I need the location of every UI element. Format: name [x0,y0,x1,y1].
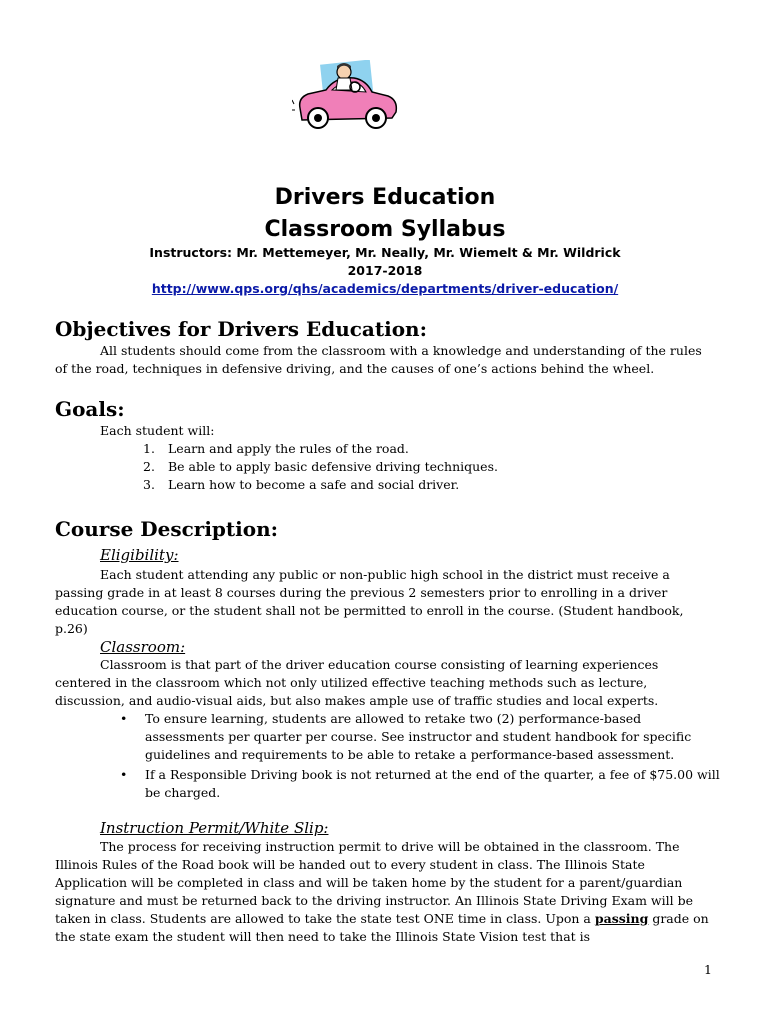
course-description-heading: Course Description: [55,517,279,541]
classroom-text [55,656,715,710]
objectives-heading: Objectives for Drivers Education: [55,317,427,341]
permit-text-part1: The process for receiving instruction permit to drive will be obtained in the classroom. The Illinois Rules of the Road book will be handed out to every student in class. The Illinois State Application will be completed in class and will be taken home by the student for a parent/guardian signature and must be returned back to the driving instructor. An Illinois State Driving Exam will be taken in class. Students are allowed to take the state test ONE time in class. Upon a [55,839,693,926]
document-subtitle: Classroom Syllabus [264,217,506,242]
school-year: 2017-2018 [347,263,423,278]
instructors-line: Instructors: Mr. Mettemeyer, Mr. Neally, Mr. Wiemelt & Mr. Wildrick [149,245,621,260]
goals-heading: Goals: [55,397,125,421]
goal-item: Learn and apply the rules of the road. [168,441,409,456]
classroom-text-body: Classroom is that part of the driver education course consisting of learning experiences centered in the classroom which not only utilized effective teaching methods such as lecture, discussion, and audio-visual aids, but also makes ample use of traffic studies and local experts. [55,657,659,708]
objectives-text [55,342,715,378]
instruction-permit-text [55,838,715,946]
goal-number: 3. [143,477,155,492]
classroom-bullet: To ensure learning, students are allowed to retake two (2) performance-based assessments per quarter per course. See instructor and student handbook for specific guidelines and requirements to be able to retake a performance-based assessment. [145,711,692,762]
goal-item: Learn how to become a safe and social driver. [168,477,460,492]
classroom-heading: Classroom: [100,638,186,656]
goals-intro: Each student will: [100,423,215,438]
passing-emphasis: passing [594,911,649,926]
eligibility-heading: Eligibility: [100,546,179,564]
permit-text-part2: grade on the state exam the student will then need to take the Illinois State Vision test that is [55,911,709,944]
classroom-bullet: If a Responsible Driving book is not returned at the end of the quarter, a fee of $75.00 will be charged. [145,767,720,800]
eligibility-text [55,566,715,638]
eligibility-text-body: Each student attending any public or non-public high school in the district must receive a passing grade in at least 8 courses during the previous 2 semesters prior to enrolling in a driver education course, or the student shall not be permitted to enroll in the course. (Student handbook, p.26) [55,567,684,636]
department-link[interactable]: http://www.qps.org/qhs/academics/departments/driver-education/ [151,281,619,296]
goal-item: Be able to apply basic defensive driving techniques. [168,459,498,474]
goal-number: 2. [143,459,155,474]
instruction-permit-heading: Instruction Permit/White Slip: [100,819,329,837]
goal-number: 1. [143,441,155,456]
bullet-icon: • [120,711,128,726]
bullet-icon: • [120,767,128,782]
car-driver-logo [292,60,402,135]
document-title: Drivers Education [274,185,496,210]
objectives-text-body: All students should come from the classroom with a knowledge and understanding of the rules of the road, techniques in defensive driving, and the causes of one’s actions behind the wheel. [55,343,702,376]
page-number: 1 [704,962,712,977]
